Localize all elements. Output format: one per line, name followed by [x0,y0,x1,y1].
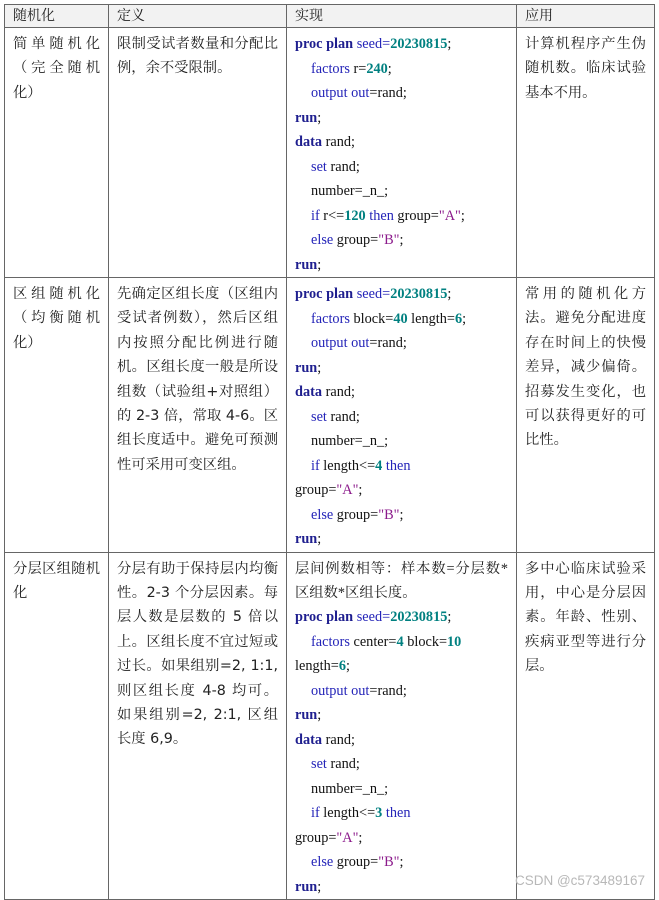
method-name: 分层区组随机化 [5,552,109,900]
table-row [5,278,655,553]
code-token: output out [311,335,370,351]
code-token: ; [399,854,404,871]
code-token: group= [393,207,439,224]
code-token: 40 [393,310,408,327]
code-token: "A" [336,829,359,846]
code-token: "B" [378,854,400,871]
code-line [295,826,508,851]
code-line [295,405,508,430]
code-token: ; [387,60,392,77]
code-token: rand; [322,134,355,150]
code-line [295,527,508,552]
code-line [295,630,508,655]
code-token: ; [345,658,350,675]
code-lines [295,605,508,899]
code-line [295,503,508,528]
code-token: run [295,707,318,724]
code-token: ; [317,109,322,126]
table-row [5,552,655,900]
code-line [295,331,508,356]
code-line [295,703,508,728]
code-token: 4 [396,633,404,650]
method-definition: 限制受试者数量和分配比例，余不受限制。 [109,28,287,278]
method-application: 常用的随机化方法。避免分配进度存在时间上的快慢差异，减少偏倚。招募发生变化，也可以获得更好的可比性。 [517,278,655,553]
code-line [295,106,508,131]
code-token: set [311,158,327,175]
code-line [295,155,508,180]
method-application: 多中心临床试验采用，中心是分层因素。年龄、性别、疾病亚型等进行分层。 [517,552,655,900]
header-definition: 定义 [109,5,287,28]
code-token: group= [333,506,379,523]
code-intro: 层间例数相等：样本数=分层数*区组数*区组长度。 [295,560,508,601]
code-token: else [311,854,334,871]
code-line [295,380,508,405]
code-token: factors [311,60,350,77]
code-token: output out [311,85,370,101]
code-line [295,356,508,381]
code-token: ; [399,506,404,523]
sas-code [287,552,517,900]
code-token: seed= [353,609,391,626]
code-token: then [382,805,411,822]
code-token: else [311,506,334,523]
code-token: run [295,359,318,376]
code-token: =rand; [369,682,407,699]
code-token: 4 [375,457,383,474]
code-line [295,752,508,777]
code-token: ; [317,531,322,547]
sas-code [287,278,517,553]
code-token: group= [333,232,379,248]
code-line [295,679,508,704]
method-name: 简单随机化（完全随机化） [5,28,109,278]
code-token: ; [358,829,363,846]
code-token: number=_n_; [311,183,389,199]
code-token: ; [317,878,322,895]
table-row [5,28,655,278]
code-token: 6 [454,310,463,327]
code-token: ; [460,207,465,224]
code-token: group= [333,854,379,871]
code-token: r<= [319,207,345,224]
code-token: then [382,457,411,474]
header-implementation: 实现 [287,5,517,28]
code-line [295,204,508,229]
code-line [295,850,508,875]
code-token: if [311,805,320,822]
code-token: else [311,232,334,248]
code-token: set [311,408,327,425]
method-definition: 分层有助于保持层内均衡性。2-3 个分层因素。每层人数是层数的 5 倍以上。区组长度不宜过短或过长。如果组别=2, 1:1, 则区组长度 4-8 均可。如果组别=2, 2:1, 区组长度 6,9。 [109,552,287,900]
code-token: =rand; [369,335,407,351]
code-line [295,253,508,278]
code-line [295,179,508,204]
code-token: number=_n_; [311,780,389,797]
code-token: 120 [344,207,366,224]
header-randomization: 随机化 [5,5,109,28]
code-lines [295,282,508,552]
code-line [295,228,508,253]
code-token: ; [358,482,363,498]
code-line [295,777,508,802]
code-token: seed= [353,286,391,302]
code-token: rand; [322,384,355,400]
code-token: =rand; [369,85,407,101]
code-token: "A" [336,482,359,498]
code-token: 10 [447,633,462,650]
code-token: ; [317,359,322,376]
code-token: data [295,384,323,400]
code-token: proc plan [295,36,354,52]
code-token: rand; [322,731,355,748]
code-token: ; [447,286,452,302]
code-token: "A" [438,207,461,224]
code-line [295,605,508,630]
code-line [295,728,508,753]
code-line [295,130,508,155]
code-token: 20230815 [390,36,448,52]
code-token: 3 [375,805,383,822]
code-token: output out [311,682,370,699]
code-token: run [295,531,318,547]
code-lines [295,32,508,277]
method-definition: 先确定区组长度（区组内受试者例数），然后区组内按照分配比例进行随机。区组长度一般是所设组数（试验组+对照组）的 2-3 倍，常取 4-6。区组长度适中。避免可预测性可采用可变区组。 [109,278,287,553]
code-token: 20230815 [390,286,448,302]
code-token: block= [349,310,394,327]
code-token: set [311,756,327,773]
sas-code [287,28,517,278]
code-line [295,307,508,332]
code-token: data [295,134,323,150]
code-token: if [311,207,320,224]
code-line [295,32,508,57]
code-token: ; [317,256,322,273]
code-token: 6 [338,658,346,675]
code-token: "B" [378,232,400,248]
code-line [295,478,508,503]
code-token: group= [295,482,337,498]
code-token: center= [349,633,397,650]
code-token: length<= [319,457,376,474]
code-token: factors [311,310,350,327]
code-token: rand; [326,408,360,425]
code-token: length= [407,310,455,327]
code-token: proc plan [295,286,354,302]
code-token: "B" [378,506,400,523]
code-token: factors [311,633,350,650]
code-token: proc plan [295,609,354,626]
code-line [295,57,508,82]
code-line [295,81,508,106]
code-token: ; [399,232,404,248]
code-token: block= [403,633,448,650]
code-token: run [295,256,318,273]
code-token: 20230815 [390,609,448,626]
code-token: r= [349,60,367,77]
code-line [295,429,508,454]
code-token: rand; [326,158,360,175]
code-token: seed= [353,36,391,52]
code-token: if [311,457,320,474]
code-line [295,654,508,679]
code-line [295,454,508,479]
code-token: 240 [366,60,388,77]
code-token: data [295,731,323,748]
code-token: length= [295,658,339,675]
header-row [5,5,655,28]
code-token: ; [462,310,467,327]
code-token: length<= [319,805,376,822]
randomization-table [4,4,655,900]
code-token: group= [295,829,337,846]
code-line [295,875,508,900]
code-token: number=_n_; [311,433,389,449]
method-application: 计算机程序产生伪随机数。临床试验基本不用。 [517,28,655,278]
code-token: run [295,109,318,126]
code-token: ; [317,707,322,724]
code-token: rand; [326,756,360,773]
method-name: 区组随机化（均衡随机化） [5,278,109,553]
code-token: ; [447,609,452,626]
code-line [295,282,508,307]
header-application: 应用 [517,5,655,28]
code-line [295,801,508,826]
code-token: ; [447,36,452,52]
watermark: CSDN @c573489167 [514,873,645,888]
code-token: run [295,878,318,895]
code-token: then [365,207,394,224]
